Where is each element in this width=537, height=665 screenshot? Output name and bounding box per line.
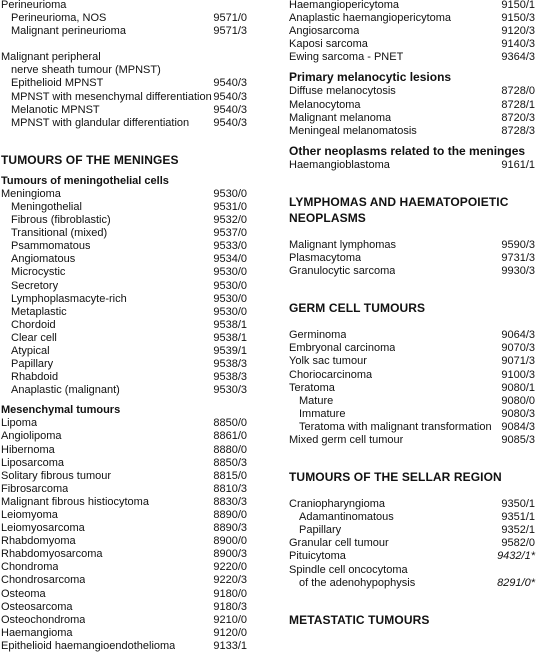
- entry-code: 9534/0: [213, 253, 247, 266]
- entry-code: 9530/0: [213, 187, 247, 200]
- table-row: [289, 85, 535, 98]
- table-row: [289, 112, 535, 125]
- entry-name: Kaposi sarcoma: [289, 38, 368, 51]
- entry-code: 9161/1: [501, 158, 535, 171]
- table-row: [289, 12, 535, 25]
- entry-name: Rhabdomyosarcoma: [1, 548, 103, 561]
- entry-name: MPNST with glandular differentiation: [11, 116, 190, 129]
- entry-code: 9080/1: [501, 381, 535, 394]
- table-row: [1, 548, 247, 561]
- entry-code: 9120/3: [501, 25, 535, 38]
- entry-name: Papillary: [11, 358, 54, 371]
- meninges-heading: TUMOURS OF THE MENINGES: [1, 152, 179, 167]
- table-row: [289, 265, 535, 278]
- other-neoplasms-list: [289, 159, 535, 172]
- table-row: [1, 384, 247, 397]
- entry-code: 9538/3: [213, 358, 247, 371]
- entry-name: Choriocarcinoma: [289, 368, 373, 381]
- entry-name: Liposarcoma: [1, 456, 64, 469]
- entry-code: 9064/3: [501, 329, 535, 342]
- mesenchymal-heading: Mesenchymal tumours: [1, 404, 121, 417]
- table-row: [1, 12, 247, 25]
- left-column: [1, 0, 247, 653]
- entry-name: Yolk sac tumour: [289, 355, 367, 368]
- table-row: [1, 627, 247, 640]
- table-row: [1, 345, 247, 358]
- entry-name: Epithelioid MPNST: [11, 77, 104, 90]
- entry-code: 9571/0: [213, 12, 247, 25]
- entry-code: 9120/0: [213, 626, 247, 639]
- other-neoplasms-heading: Other neoplasms related to the meninges: [289, 143, 526, 158]
- entry-name: Plasmacytoma: [289, 252, 362, 265]
- meningothelial-heading: Tumours of meningothelial cells: [1, 174, 169, 187]
- entry-code: 9538/3: [213, 371, 247, 384]
- entry-code: 9540/3: [213, 116, 247, 129]
- entry-code: 9180/0: [213, 587, 247, 600]
- entry-name: Teratoma with malignant transformation: [299, 420, 492, 433]
- table-row: [289, 408, 535, 421]
- entry-code: 9352/1: [501, 524, 535, 537]
- entry-name: Lymphoplasmacyte-rich: [11, 292, 127, 305]
- entry-name: Diffuse melanocytosis: [289, 85, 396, 98]
- entry-code: 8728/3: [501, 124, 535, 137]
- table-row: [1, 640, 247, 653]
- entry-code: 9537/0: [213, 227, 247, 240]
- cranio-subtype-list: [289, 511, 535, 537]
- entry-code: 9220/0: [213, 561, 247, 574]
- entry-name: Chondroma: [1, 561, 59, 574]
- entry-code: 8880/0: [213, 443, 247, 456]
- entry-name: Papillary: [299, 524, 342, 537]
- entry-code: 8720/3: [501, 111, 535, 124]
- lymphoma-list: [289, 239, 535, 278]
- entry-name: Psammomatous: [11, 240, 91, 253]
- germ-cell-list: [289, 329, 535, 394]
- table-row: [1, 588, 247, 601]
- entry-code: 9070/3: [501, 342, 535, 355]
- entry-code: 9930/3: [501, 265, 535, 278]
- entry-name: Clear cell: [11, 331, 57, 344]
- table-row: [289, 342, 535, 355]
- entry-code: 9530/0: [213, 305, 247, 318]
- table-row: [1, 319, 247, 332]
- table-row: [1, 496, 247, 509]
- table-row: [1, 561, 247, 574]
- meningioma-row: [1, 188, 247, 201]
- entry-name: Meningothelial: [11, 200, 82, 213]
- entry-name: Rhabdoid: [11, 371, 59, 384]
- sellar-heading: TUMOURS OF THE SELLAR REGION: [289, 470, 502, 485]
- entry-name: Malignant lymphomas: [289, 238, 396, 251]
- entry-name: Craniopharyngioma: [289, 498, 385, 511]
- entry-name: MPNST with mesenchymal differentiation: [11, 90, 212, 103]
- table-row: [1, 574, 247, 587]
- entry-name: Chordoid: [11, 318, 56, 331]
- table-row: [1, 522, 247, 535]
- table-row: [1, 201, 247, 214]
- entry-code: 9533/0: [213, 240, 247, 253]
- entry-code: 8850/0: [213, 417, 247, 430]
- entry-code: 8890/0: [213, 509, 247, 521]
- entry-code: 9582/0: [501, 537, 535, 550]
- lymphoma-heading-line1: LYMPHOMAS AND HAEMATOPOIETIC: [289, 194, 509, 209]
- table-row: [1, 332, 247, 345]
- table-row: [1, 470, 247, 483]
- entry-code: 9084/3: [501, 420, 535, 433]
- table-row: [1, 444, 247, 457]
- entry-name: Osteoma: [1, 587, 46, 600]
- table-row: [1, 417, 247, 430]
- entry-name: Fibrosarcoma: [1, 482, 69, 495]
- table-row: [1, 601, 247, 614]
- metastatic-heading: METASTATIC TUMOURS: [289, 612, 430, 627]
- entry-name: Secretory: [11, 279, 59, 292]
- entry-name: Malignant perineurioma: [11, 25, 126, 38]
- entry-name: Lipoma: [1, 417, 38, 430]
- entry-code: 9432/1*: [497, 550, 535, 563]
- entry-code: 9220/3: [213, 574, 247, 587]
- entry-name: Hibernoma: [1, 443, 55, 456]
- table-row: [1, 483, 247, 496]
- table-row: [289, 125, 535, 138]
- entry-code: 8900/0: [213, 535, 247, 548]
- table-row: [1, 214, 247, 227]
- table-row: [1, 358, 247, 371]
- table-row: [1, 457, 247, 470]
- entry-name: Mixed germ cell tumour: [289, 433, 404, 446]
- table-row: [1, 509, 247, 522]
- entry-name: Mature: [299, 394, 334, 407]
- entry-name: Rhabdomyoma: [1, 535, 76, 548]
- entry-code: 9540/3: [213, 77, 247, 90]
- table-row: [289, 537, 535, 550]
- entry-code: 9539/1: [213, 344, 247, 357]
- perineurioma-list: [1, 12, 247, 38]
- entry-code: 9530/0: [213, 279, 247, 292]
- entry-name: Granulocytic sarcoma: [289, 265, 396, 278]
- entry-code: 9531/0: [213, 200, 247, 213]
- entry-name: Granular cell tumour: [289, 537, 389, 550]
- table-row: [1, 280, 247, 293]
- entry-name: Adamantinomatous: [299, 511, 394, 524]
- entry-code: 8728/1: [501, 98, 535, 111]
- right-column: [289, 0, 535, 628]
- table-row: [1, 371, 247, 384]
- entry-code: 8810/3: [213, 482, 247, 495]
- entry-name: Anaplastic (malignant): [11, 384, 120, 397]
- entry-code: 9532/0: [213, 214, 247, 227]
- entry-name: Pituicytoma: [289, 550, 346, 563]
- meningioma-subtype-list: [1, 201, 247, 397]
- entry-code: 8815/0: [213, 469, 247, 482]
- table-row: [289, 99, 535, 112]
- table-row: [1, 117, 247, 130]
- entry-code: 9140/3: [501, 38, 535, 51]
- vascular-list: [289, 0, 535, 64]
- table-row: [289, 421, 535, 434]
- entry-name: Germinoma: [289, 329, 347, 342]
- table-row: [289, 51, 535, 64]
- entry-code: 9530/3: [213, 384, 247, 397]
- table-row: [289, 38, 535, 51]
- entry-name: Fibrous (fibroblastic): [11, 214, 111, 227]
- entry-code: 9538/1: [213, 331, 247, 344]
- table-row: [1, 266, 247, 279]
- table-row: [289, 0, 535, 12]
- entry-code: 9350/1: [501, 498, 535, 511]
- table-row: [1, 77, 247, 90]
- germ-cell-heading: GERM CELL TUMOURS: [289, 301, 426, 316]
- entry-code: 8861/0: [213, 430, 247, 443]
- entry-name: Anaplastic haemangiopericytoma: [289, 12, 452, 25]
- entry-name: of the adenohypophysis: [299, 576, 416, 589]
- melanocytic-heading: Primary melanocytic lesions: [289, 70, 452, 85]
- entry-code: 9100/3: [501, 368, 535, 381]
- entry-name: Immature: [299, 407, 346, 420]
- table-row: [1, 253, 247, 266]
- entry-name: Microcystic: [11, 266, 66, 279]
- entry-name: Ewing sarcoma - PNET: [289, 51, 404, 64]
- entry-code: 9530/0: [213, 266, 247, 279]
- table-row: [1, 614, 247, 627]
- pituicytoma-row: [289, 550, 535, 563]
- spindle-cell-line1: Spindle cell oncocytoma: [289, 563, 408, 576]
- entry-code: 9210/0: [213, 613, 247, 626]
- entry-name: Atypical: [11, 344, 50, 357]
- entry-name: Melanocytoma: [289, 98, 361, 111]
- spindle-cell-row: [289, 577, 535, 590]
- entry-name: Teratoma: [289, 381, 335, 394]
- entry-code: 9080/0: [501, 394, 535, 407]
- entry-code: 9530/0: [213, 292, 247, 305]
- table-row: [289, 239, 535, 252]
- entry-name: Osteochondroma: [1, 613, 86, 626]
- entry-name: Meningeal melanomatosis: [289, 124, 417, 137]
- entry-name: Metaplastic: [11, 305, 67, 318]
- entry-name: Haemangioblastoma: [289, 158, 390, 171]
- entry-name: Haemangioma: [1, 626, 73, 639]
- table-row: [1, 430, 247, 443]
- entry-code: 8890/3: [213, 522, 247, 535]
- entry-name: Angiomatous: [11, 253, 76, 266]
- mpnst-title-line1: Malignant peripheral: [1, 51, 101, 64]
- entry-name: Leiomyoma: [1, 509, 58, 521]
- table-row: [289, 369, 535, 382]
- entry-code: 9538/1: [213, 318, 247, 331]
- entry-code: 9180/3: [213, 600, 247, 613]
- entry-name: Epithelioid haemangioendothelioma: [1, 639, 176, 652]
- table-row: [289, 355, 535, 368]
- entry-name: Chondrosarcoma: [1, 574, 86, 587]
- table-row: [1, 306, 247, 319]
- entry-code: 9150/3: [501, 12, 535, 25]
- lymphoma-heading-line2: NEOPLASMS: [289, 210, 366, 225]
- entry-code: 8900/3: [213, 548, 247, 561]
- entry-code: 9540/3: [213, 90, 247, 103]
- entry-code: 9150/1: [501, 0, 535, 11]
- entry-code: 9080/3: [501, 407, 535, 420]
- entry-code: 9364/3: [501, 51, 535, 64]
- table-row: [289, 252, 535, 265]
- mixed-germ-row: [289, 434, 535, 447]
- table-row: [289, 395, 535, 408]
- table-row: [1, 91, 247, 104]
- mpnst-list: [1, 77, 247, 129]
- entry-code: 9351/1: [501, 511, 535, 524]
- entry-code: 9071/3: [501, 355, 535, 368]
- table-row: [1, 535, 247, 548]
- table-row: [1, 25, 247, 38]
- entry-name: Perineurioma, NOS: [11, 12, 107, 25]
- entry-name: Melanotic MPNST: [11, 103, 100, 116]
- teratoma-subtype-list: [289, 395, 535, 434]
- table-row: [289, 382, 535, 395]
- entry-code: 9540/3: [213, 103, 247, 116]
- entry-code: 9571/3: [213, 25, 247, 38]
- entry-name: Haemangiopericytoma: [289, 0, 400, 11]
- table-row: [289, 329, 535, 342]
- table-row: [1, 227, 247, 240]
- entry-code: 9590/3: [501, 238, 535, 251]
- entry-name: Angiosarcoma: [289, 25, 360, 38]
- mesenchymal-list: [1, 417, 247, 653]
- entry-name: Osteosarcoma: [1, 600, 73, 613]
- entry-code: 9085/3: [501, 433, 535, 446]
- table-row: [289, 511, 535, 524]
- table-row: [1, 240, 247, 253]
- craniopharyngioma-row: [289, 498, 535, 511]
- entry-code: 9731/3: [501, 252, 535, 265]
- entry-name: Leiomyosarcoma: [1, 522, 85, 535]
- entry-code: 8291/0*: [497, 576, 535, 589]
- entry-code: 8850/3: [213, 456, 247, 469]
- entry-name: Angiolipoma: [1, 430, 62, 443]
- entry-name: Solitary fibrous tumour: [1, 469, 112, 482]
- entry-name: Malignant fibrous histiocytoma: [1, 495, 149, 508]
- entry-code: 8728/0: [501, 85, 535, 98]
- mpnst-title-line2: nerve sheath tumour (MPNST): [11, 64, 161, 77]
- table-row: [1, 293, 247, 306]
- sellar-list: [289, 537, 535, 550]
- perineurioma-title: Perineurioma: [1, 0, 67, 11]
- table-row: [289, 159, 535, 172]
- entry-name: Embryonal carcinoma: [289, 342, 396, 355]
- melanocytic-list: [289, 85, 535, 137]
- entry-code: 8830/3: [213, 495, 247, 508]
- table-row: [289, 524, 535, 537]
- table-row: [1, 104, 247, 117]
- entry-name: Meningioma: [1, 187, 61, 200]
- entry-code: 9133/1: [213, 639, 247, 652]
- table-row: [289, 25, 535, 38]
- entry-name: Malignant melanoma: [289, 111, 392, 124]
- entry-name: Transitional (mixed): [11, 227, 108, 240]
